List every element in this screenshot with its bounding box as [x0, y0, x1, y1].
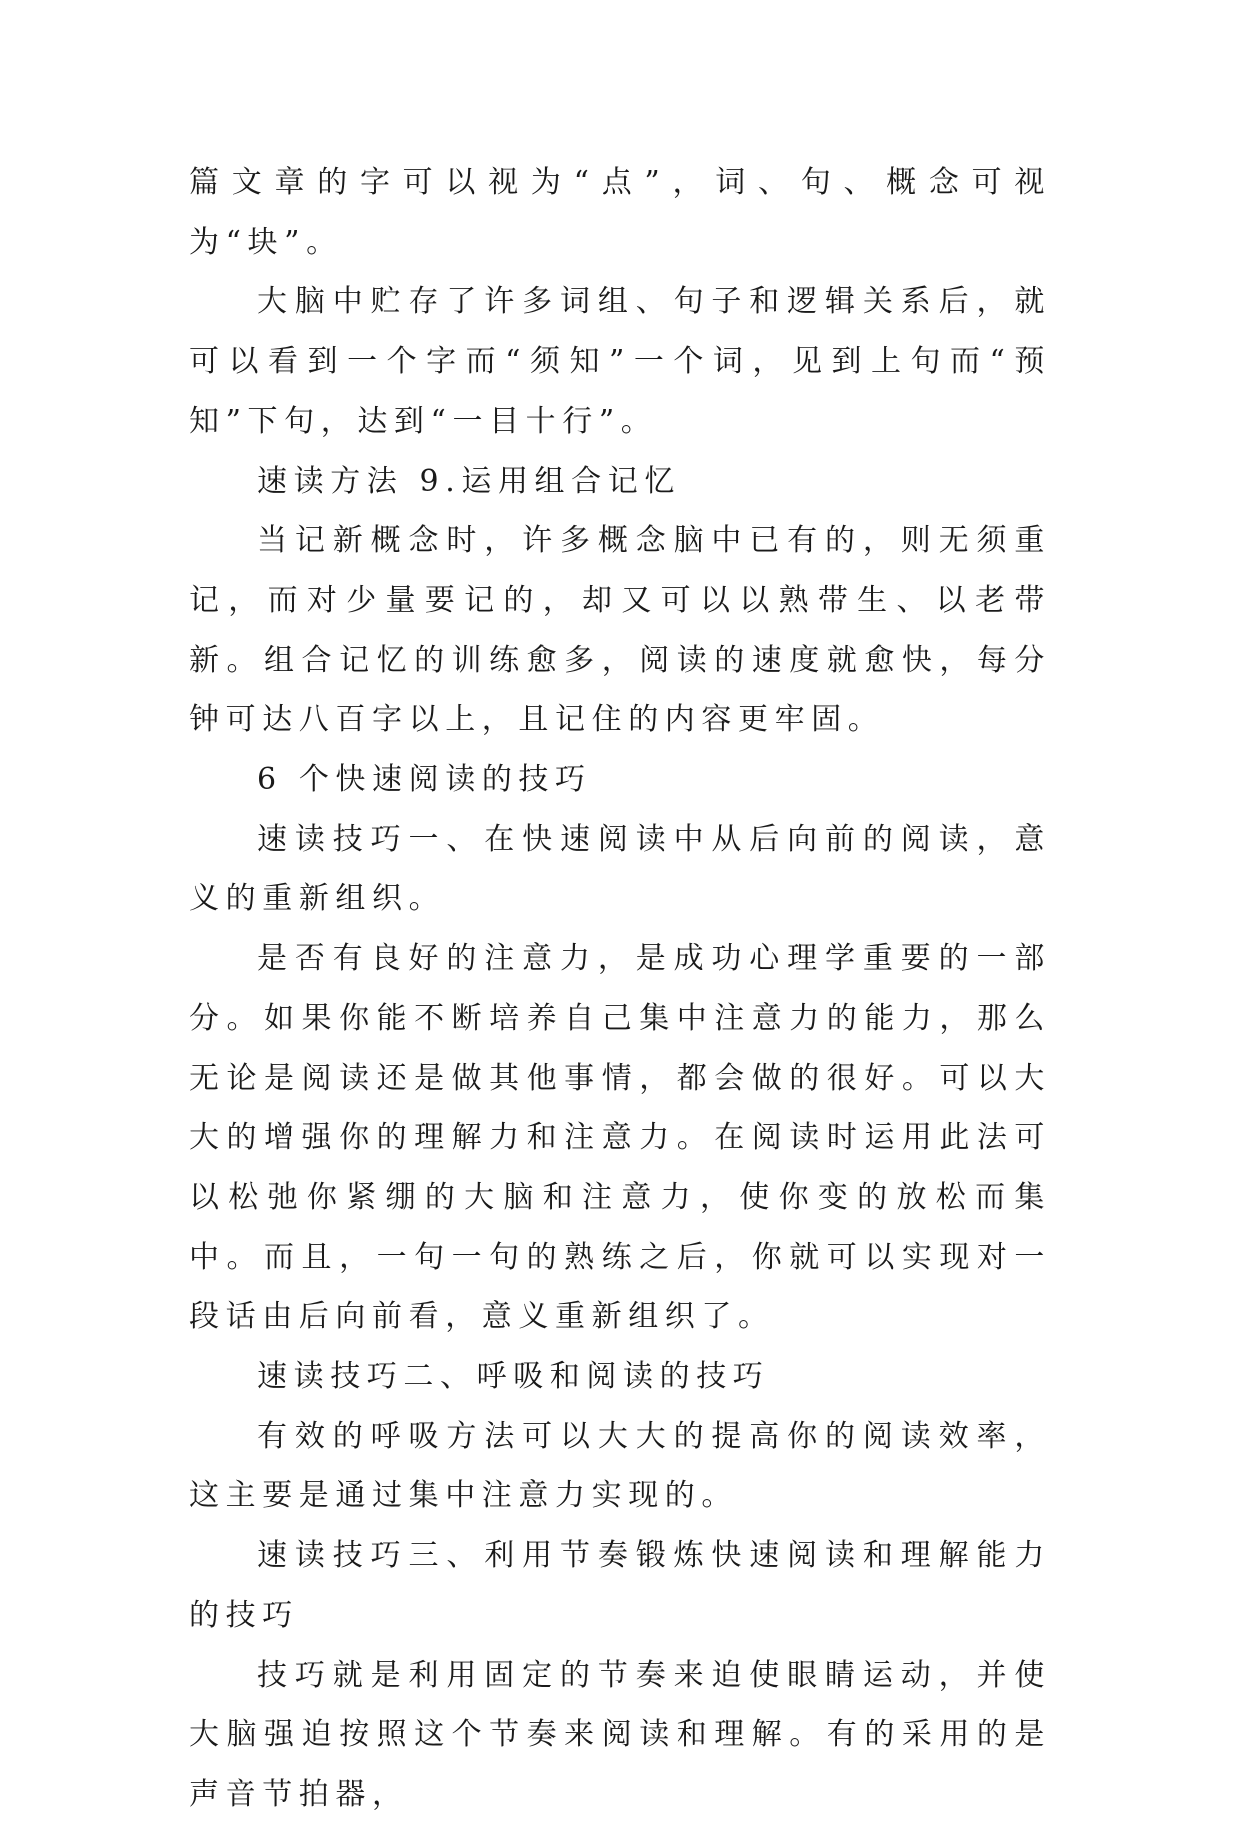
- heading-technique-two: 速读技巧二、呼吸和阅读的技巧: [257, 1359, 770, 1395]
- heading-technique-one: 速读技巧一、在快速阅读中从后向前的阅读，意义的重新组织。: [189, 821, 1051, 917]
- paragraph-breathing: 有效的呼吸方法可以大大的提高你的阅读效率，这主要是通过集中注意力实现的。: [189, 1418, 1051, 1514]
- document-body: [189, 153, 1051, 1825]
- heading-six-techniques: 6 个快速阅读的技巧: [257, 762, 592, 798]
- paragraph-combined-memory: 当记新概念时，许多概念脑中已有的，则无须重记，而对少量要记的，却又可以以熟带生、以老带新。组合记忆的训练愈多，阅读的速度就愈快，每分钟可达八百字以上，且记住的内容更牢固。: [189, 523, 1051, 738]
- paragraph-continuation: 篇文章的字可以视为“点”，词、句、概念可视为“块”。: [189, 165, 1051, 260]
- heading-technique-three: 速读技巧三、利用节奏锻炼快速阅读和理解能力的技巧: [189, 1538, 1051, 1633]
- paragraph-brain-storage: 大脑中贮存了许多词组、句子和逻辑关系后，就可以看到一个字而“须知”一个词，见到上句而“预知”下句，达到“一目十行”。: [189, 284, 1051, 439]
- paragraph-attention: 是否有良好的注意力，是成功心理学重要的一部分。如果你能不断培养自己集中注意力的能力，那么无论是阅读还是做其他事情，都会做的很好。可以大大的增强你的理解力和注意力。在阅读时运用此法可以松弛你紧绷的大脑和注意力，使你变的放松而集中。而且，一句一句的熟练之后，你就可以实现对一段话由后向前看，意义重新组织了。: [189, 941, 1051, 1335]
- heading-method-9: 速读方法 9.运用组合记忆: [257, 463, 681, 499]
- paragraph-rhythm: 技巧就是利用固定的节奏来迫使眼睛运动，并使大脑强迫按照这个节奏来阅读和理解。有的采用的是声音节拍器，: [189, 1657, 1051, 1812]
